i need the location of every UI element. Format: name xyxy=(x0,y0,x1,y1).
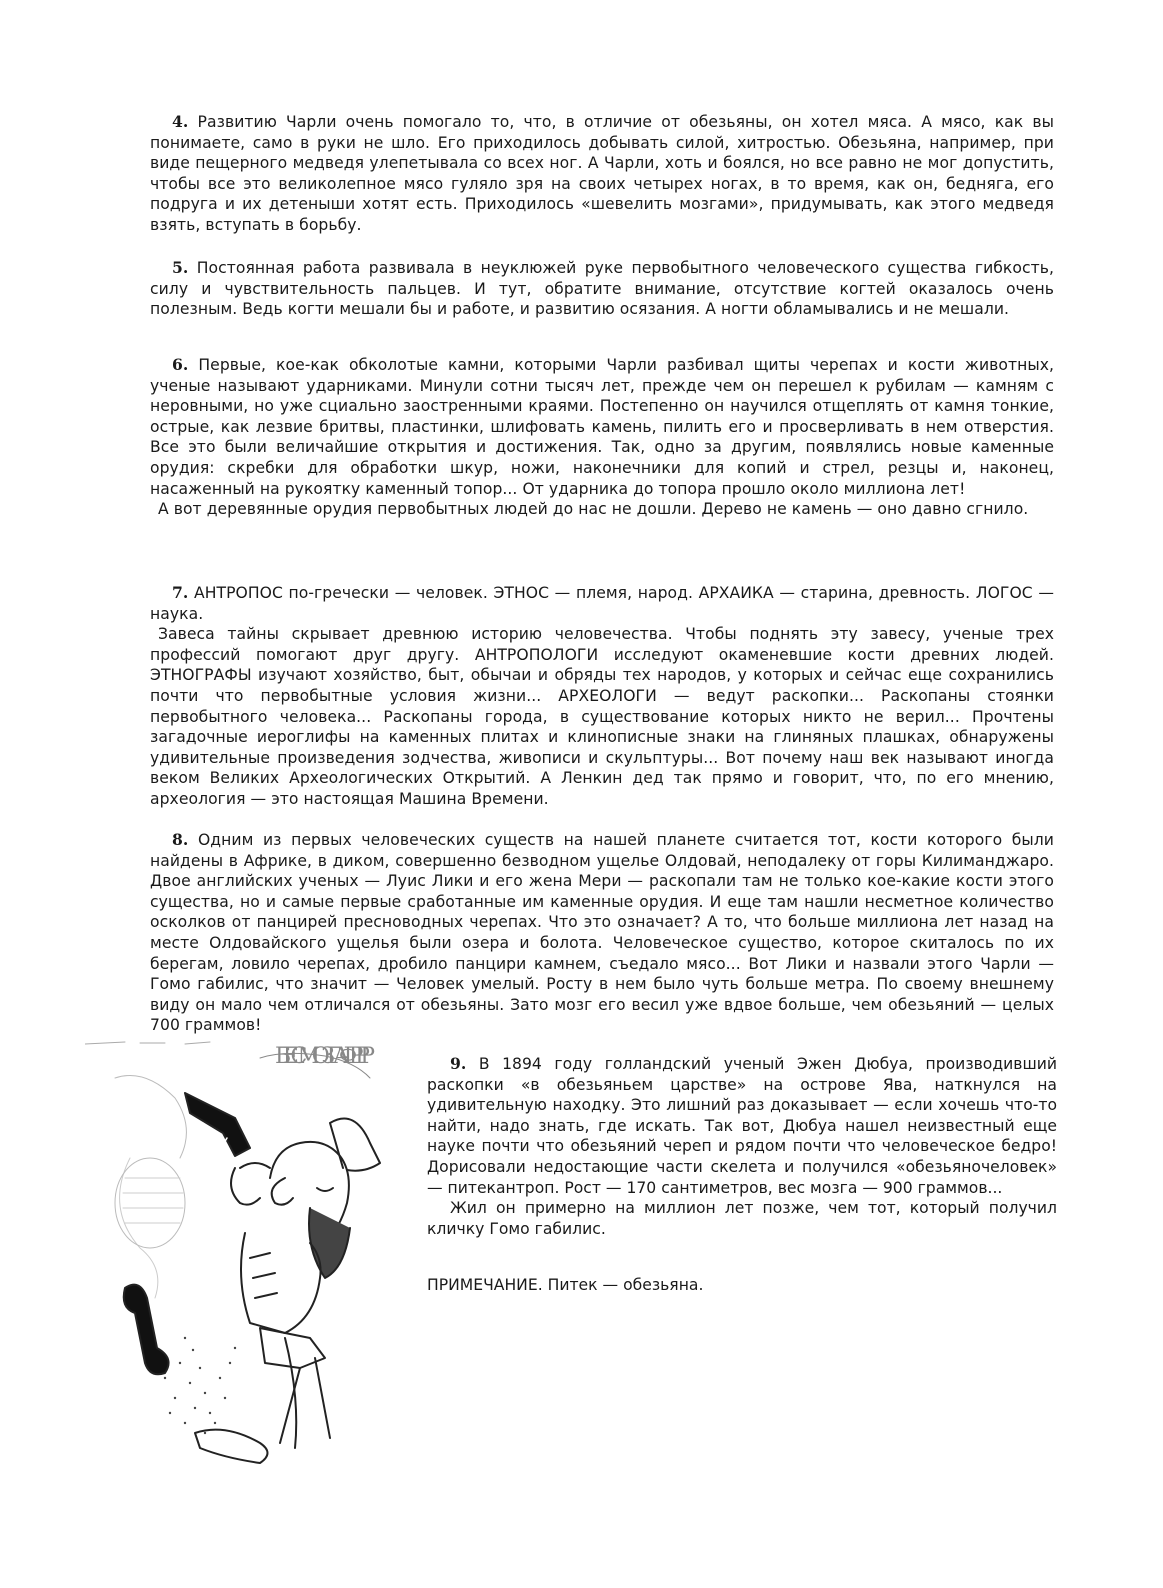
section-number: 6. xyxy=(172,355,189,374)
section-text: Развитию Чарли очень помогало то, что, в отличие от обезьяны, он хотел мяса. А мясо, как вы понимаете, само в руки не шло. Его приходилось добывать силой, хитростью. Обезьяна, например, при виде пещерного медведя улепетывала со всех ног. А Чарли, хоть и боялся, но все равно не мог допустить, чтобы все это великолепное мясо гуляло зря на своих четырех ногах, в то время, как он, бедняга, его подруга и их детеныши хотят есть. Приходилось «шевелить мозгами», придумывать, как этого медведя взять, вступать в борьбу. xyxy=(150,113,1054,234)
section-8 xyxy=(150,830,1054,1036)
section-number: 5. xyxy=(172,258,189,277)
section-9 xyxy=(427,1054,1057,1239)
caveman-illustration xyxy=(85,1038,385,1478)
section-text-continued: Завеса тайны скрывает древнюю историю человечества. Чтобы поднять эту завесу, ученые трех профессий помогают друг другу. АНТРОПОЛОГИ исследуют окаменевшие кости древних людей. ЭТНОГРАФЫ изучают хозяйство, быт, обычаи и обряды тех народов, у которых и сейчас еще сохранились почти что первобытные условия жизни... АРХЕОЛОГИ — ведут раскопки... Раскопаны стоянки первобытного человека... Раскопаны города, в существование которых никто не верил... Прочтены загадочные иероглифы на каменных плитах и клинописные знаки на глиняных плашках, обнаружены удивительные произведения зодчества, живописи и скульптуры... Вот почему наш век называют иногда веком Великих Археологических Открытий. А Ленкин дед так прямо и говорит, что, по его мнению, археология — это настоящая Машина Времени. xyxy=(150,625,1054,808)
section-text: Первые, кое-как обколотые камни, которыми Чарли разбивал щиты черепах и кости животных, ученые называют ударниками. Минули сотни тысяч лет, прежде чем он перешел к рубилам — камням с неровными, но уже сциально заостренными краями. Постепенно он научился отщеплять от камня тонкие, острые, как лезвие бритвы, пластинки, шлифовать камень, пилить его и просверливать в нем отверстия. Все это были величайшие открытия и достижения. Так, одно за другим, появлялись новые каменные орудия: скребки для обработки шкур, ножи, наконечники для копий и стрел, резцы и, наконец, насаженный на рукоятку каменный топор... От ударника до топора прошло около миллиона лет! xyxy=(150,356,1054,498)
section-7 xyxy=(150,583,1054,810)
section-6 xyxy=(150,355,1054,520)
section-4 xyxy=(150,112,1054,236)
section-text: Постоянная работа развивала в неуклюжей руке первобытного человеческого существа гибкость, силу и чувствительность пальцев. И тут, обратите внимание, отсутствие когтей оказалось очень полезным. Ведь когти мешали бы и работе, и развитию осязания. А ногти обламывались и не мешали. xyxy=(150,259,1054,319)
section-text: Одним из первых человеческих существ на нашей планете считается тот, кости которого были найдены в Африке, в диком, совершенно безводном ущелье Олдовай, неподалеку от горы Килиманджаро. Двое английских ученых — Луис Лики и его жена Мери — раскопали там не только кое-какие кости этого существа, но и самые первые сработанные им каменные орудия. И еще там нашли несметное количество осколков от панцирей пресноводных черепах. Что это означает? А то, что больше миллиона лет назад на месте Олдовайского ущелья были озера и болота. Человеческое существо, которое скиталось по их берегам, ловило черепах, дробило панцири камнем, съедало мясо... Вот Лики и назвали этого Чарли — Гомо габилис, что значит — Человек умелый. Росту в нем было чуть больше метра. По своему внешнему виду он мало чем отличался от обезьяны. Зато мозг его весил уже вдвое больше, чем обезьяний — целых 700 граммов! xyxy=(150,831,1054,1035)
sign-text: БЕС МОЗГА- ФРР Р xyxy=(275,1044,375,1069)
footnote: ПРИМЕЧАНИЕ. Питек — обезьяна. xyxy=(427,1276,704,1294)
section-number: 7. xyxy=(172,583,189,602)
section-number: 9. xyxy=(450,1054,467,1073)
section-text-continued: А вот деревянные орудия первобытных людей до нас не дошли. Дерево не камень — оно давно сгнило. xyxy=(158,500,1029,519)
section-text-continued: Жил он примерно на миллион лет позже, чем тот, который получил кличку Гомо габилис. xyxy=(427,1199,1057,1238)
section-number: 8. xyxy=(172,830,189,849)
section-text: АНТРОПОС по-гречески — человек. ЭТНОС — племя, народ. АРХАИКА — старина, древность. ЛОГОС — наука. xyxy=(150,584,1054,623)
section-number: 4. xyxy=(172,112,189,131)
section-5 xyxy=(150,258,1054,320)
section-text: В 1894 году голландский ученый Эжен Дюбуа, производивший раскопки «в обезьяньем царстве» на острове Ява, наткнулся на удивительную находку. Это лишний раз доказывает — если хочешь что-то найти, надо знать, где искать. Так вот, Дюбуа нашел неизвестный еще науке почти что обезьяний череп и рядом почти что человеческое бедро! Дорисовали недостающие части скелета и получился «обезьяночеловек» — питекантроп. Рост — 170 сантиметров, вес мозга — 900 граммов... xyxy=(427,1055,1057,1197)
